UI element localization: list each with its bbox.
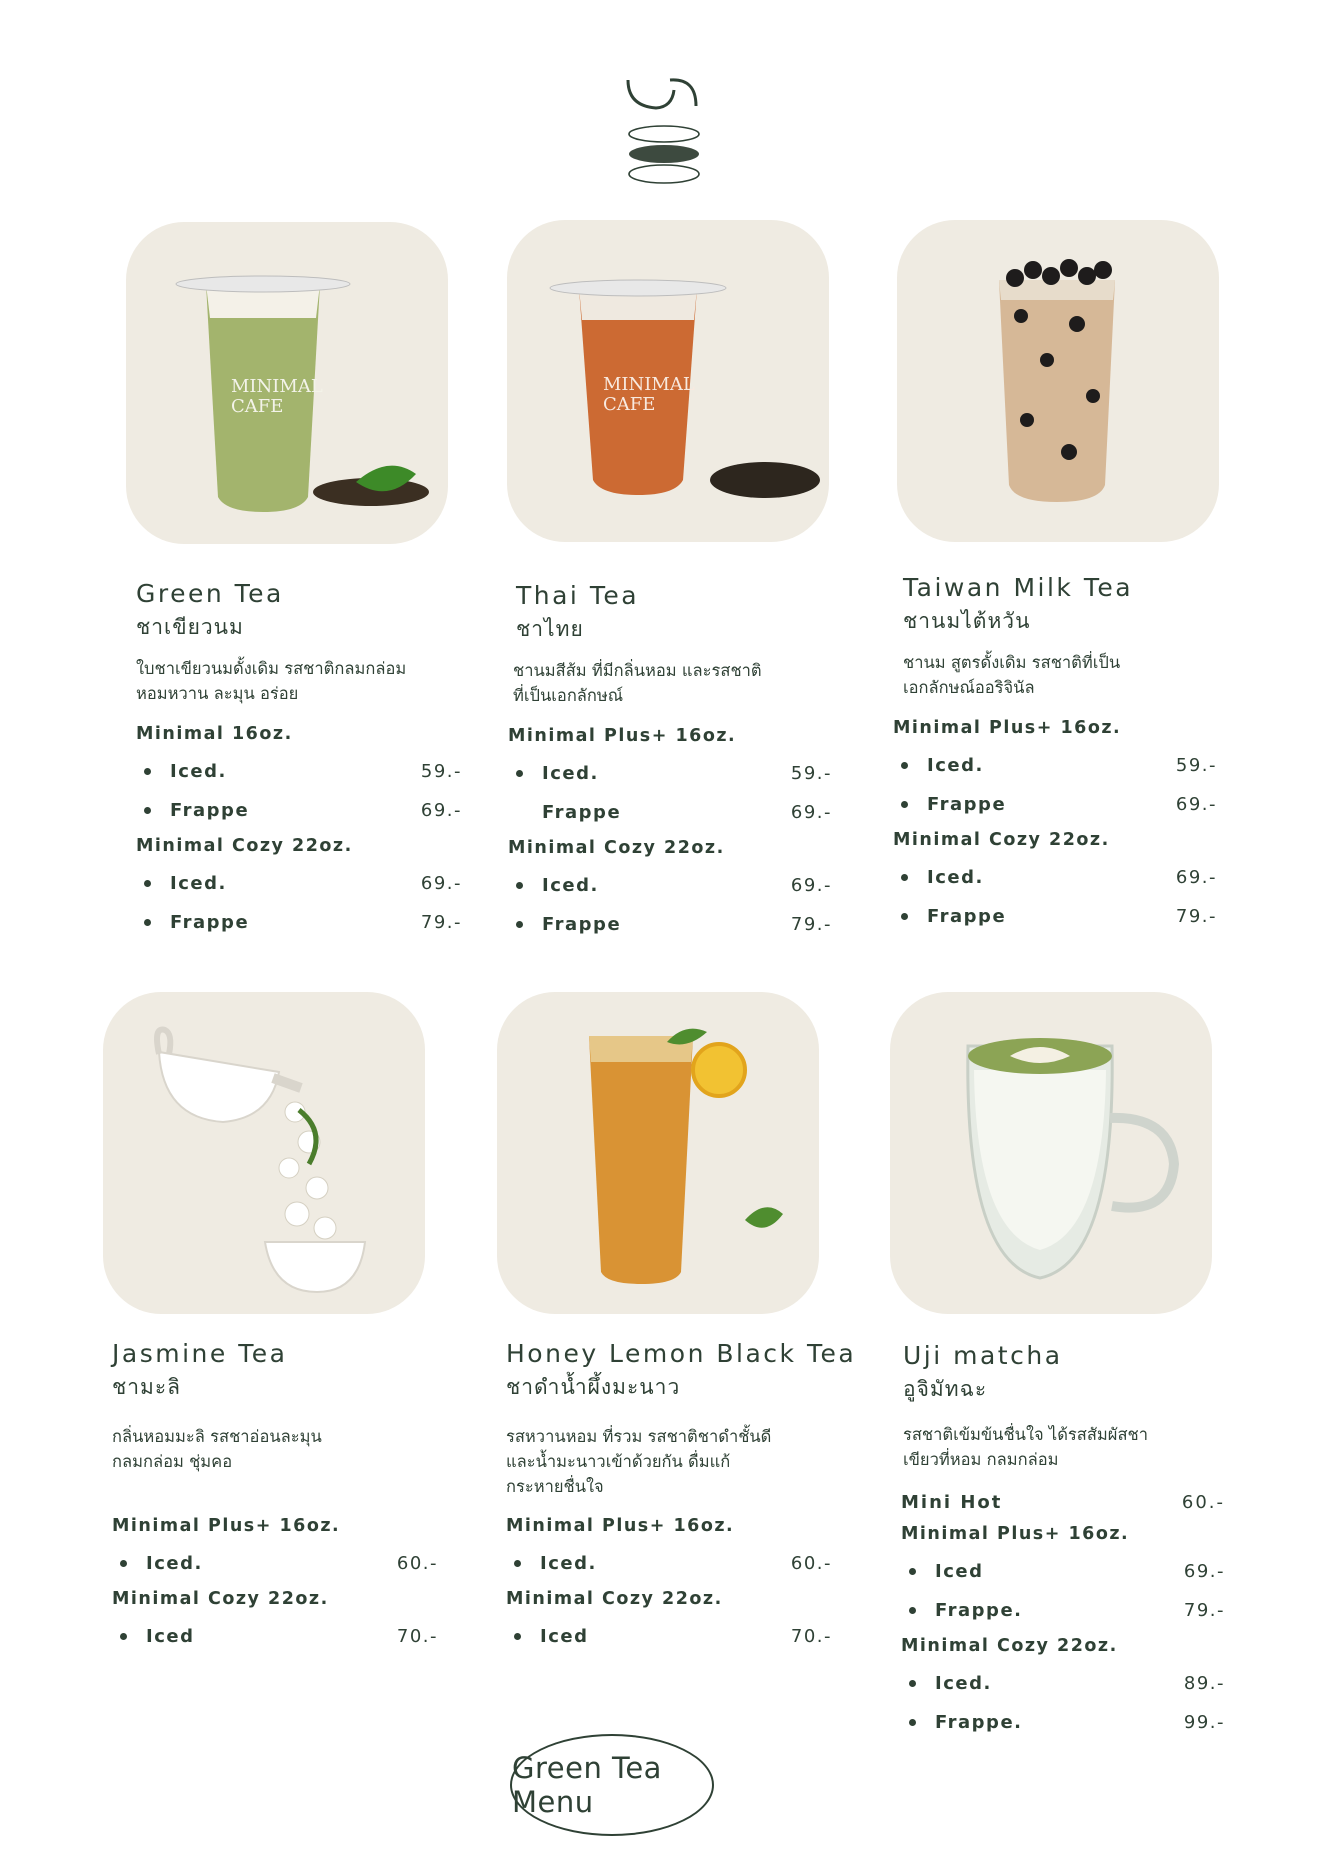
price-row: Iced. 89.- bbox=[901, 1664, 1225, 1703]
size-label: Minimal Plus+ 16oz. bbox=[893, 718, 1122, 738]
price-row: Frappe. 79.- bbox=[901, 1591, 1225, 1630]
price-row: Iced 69.- bbox=[901, 1552, 1225, 1591]
thai-tea-image bbox=[507, 220, 829, 542]
item-description: ใบชาเขียวนมดั้งเดิม รสชาติกลมกล่อม หอมหวาน ละมุน อร่อย bbox=[136, 659, 407, 703]
item-description: ชานมสีส้ม ที่มีกลิ่นหอม และรสชาติ ที่เป็นเอกลักษณ์ bbox=[513, 661, 762, 705]
menu-title-badge: Green Tea Menu bbox=[510, 1734, 714, 1836]
item-name: Honey Lemon Black Tea bbox=[506, 1339, 857, 1368]
item-description: ชานม สูตรดั้งเดิม รสชาติที่เป็น เอกลักษณ์ออริจินัล bbox=[903, 653, 1121, 697]
item-thai-name: ชาเขียวนม bbox=[136, 615, 244, 639]
item-thai-name: ชาไทย bbox=[516, 617, 584, 641]
price-row: Iced. 59.- bbox=[893, 746, 1217, 785]
price-row: Iced 70.- bbox=[506, 1617, 832, 1656]
menu-item-jasmine-tea bbox=[112, 1338, 438, 1656]
size-label: Minimal Cozy 22oz. bbox=[893, 830, 1110, 850]
price-row: Iced. 59.- bbox=[508, 754, 832, 793]
menu-item-green-tea bbox=[136, 578, 462, 942]
jasmine-tea-image bbox=[103, 992, 425, 1314]
svg-text:CAFE: CAFE bbox=[603, 394, 656, 415]
price-row: Frappe 69.- bbox=[542, 802, 832, 823]
size-label: Minimal Cozy 22oz. bbox=[136, 836, 353, 856]
item-name: Taiwan Milk Tea bbox=[903, 573, 1134, 602]
menu-item-taiwan-milk-tea bbox=[893, 572, 1217, 936]
menu-item-uji-matcha bbox=[901, 1340, 1225, 1742]
price-row: Frappe 79.- bbox=[508, 905, 832, 944]
price-row: Iced. 69.- bbox=[893, 858, 1217, 897]
mini-hot-row: Mini Hot 60.- bbox=[901, 1492, 1225, 1513]
item-description: กลิ่นหอมมะลิ รสชาอ่อนละมุน กลมกล่อม ชุ่มคอ bbox=[112, 1427, 322, 1471]
price-row: Iced. 69.- bbox=[508, 866, 832, 905]
price-row: Frappe 69.- bbox=[893, 785, 1217, 824]
item-thai-name: ชานมไต้หวัน bbox=[903, 609, 1031, 633]
item-thai-name: อูจิมัทฉะ bbox=[903, 1377, 988, 1401]
size-label: Minimal Cozy 22oz. bbox=[112, 1589, 329, 1609]
price-row: Iced. 60.- bbox=[112, 1544, 438, 1583]
size-label: Minimal Plus+ 16oz. bbox=[112, 1516, 341, 1536]
uji-matcha-image bbox=[890, 992, 1212, 1314]
price-row: Frappe 79.- bbox=[893, 897, 1217, 936]
svg-text:MINIMAL: MINIMAL bbox=[231, 376, 323, 397]
price-row: Frappe 79.- bbox=[136, 903, 462, 942]
svg-text:MINIMAL: MINIMAL bbox=[603, 374, 695, 395]
item-name: Uji matcha bbox=[903, 1341, 1063, 1370]
price-row: Frappe 69.- bbox=[136, 791, 462, 830]
size-label: Minimal Plus+ 16oz. bbox=[506, 1516, 735, 1536]
size-label: Minimal Cozy 22oz. bbox=[508, 838, 725, 858]
price-row: Iced. 60.- bbox=[506, 1544, 832, 1583]
item-thai-name: ชามะลิ bbox=[112, 1375, 182, 1399]
cafe-logo-icon bbox=[626, 76, 702, 188]
price-row: Iced 70.- bbox=[112, 1617, 438, 1656]
green-tea-image bbox=[126, 222, 448, 544]
svg-text:CAFE: CAFE bbox=[231, 396, 284, 417]
price-row: Iced. 59.- bbox=[136, 752, 462, 791]
size-label: Minimal Cozy 22oz. bbox=[901, 1636, 1118, 1656]
item-name: Jasmine Tea bbox=[112, 1339, 288, 1368]
item-description: รสชาติเข้มข้นชื่นใจ ได้รสสัมผัสชา เขียวที่หอม กลมกล่อม bbox=[903, 1425, 1149, 1469]
price-row: Frappe. 99.- bbox=[901, 1703, 1225, 1742]
honey-lemon-black-tea-image bbox=[497, 992, 819, 1314]
price-row: Iced. 69.- bbox=[136, 864, 462, 903]
size-label: Minimal 16oz. bbox=[136, 724, 293, 744]
item-thai-name: ชาดำน้ำผึ้งมะนาว bbox=[506, 1375, 681, 1399]
taiwan-milk-tea-image bbox=[897, 220, 1219, 542]
menu-item-honey-lemon-black-tea bbox=[506, 1338, 857, 1656]
size-label: Minimal Plus+ 16oz. bbox=[901, 1524, 1130, 1544]
item-name: Thai Tea bbox=[516, 581, 640, 610]
size-label: Minimal Cozy 22oz. bbox=[506, 1589, 723, 1609]
size-label: Minimal Plus+ 16oz. bbox=[508, 726, 737, 746]
menu-item-thai-tea bbox=[508, 580, 832, 944]
item-name: Green Tea bbox=[136, 579, 284, 608]
item-description: รสหวานหอม ที่รวม รสชาติชาดำชั้นดี และน้ำมะนาวเข้าด้วยกัน ดื่มแก้ กระหายชื่นใจ bbox=[506, 1427, 772, 1496]
